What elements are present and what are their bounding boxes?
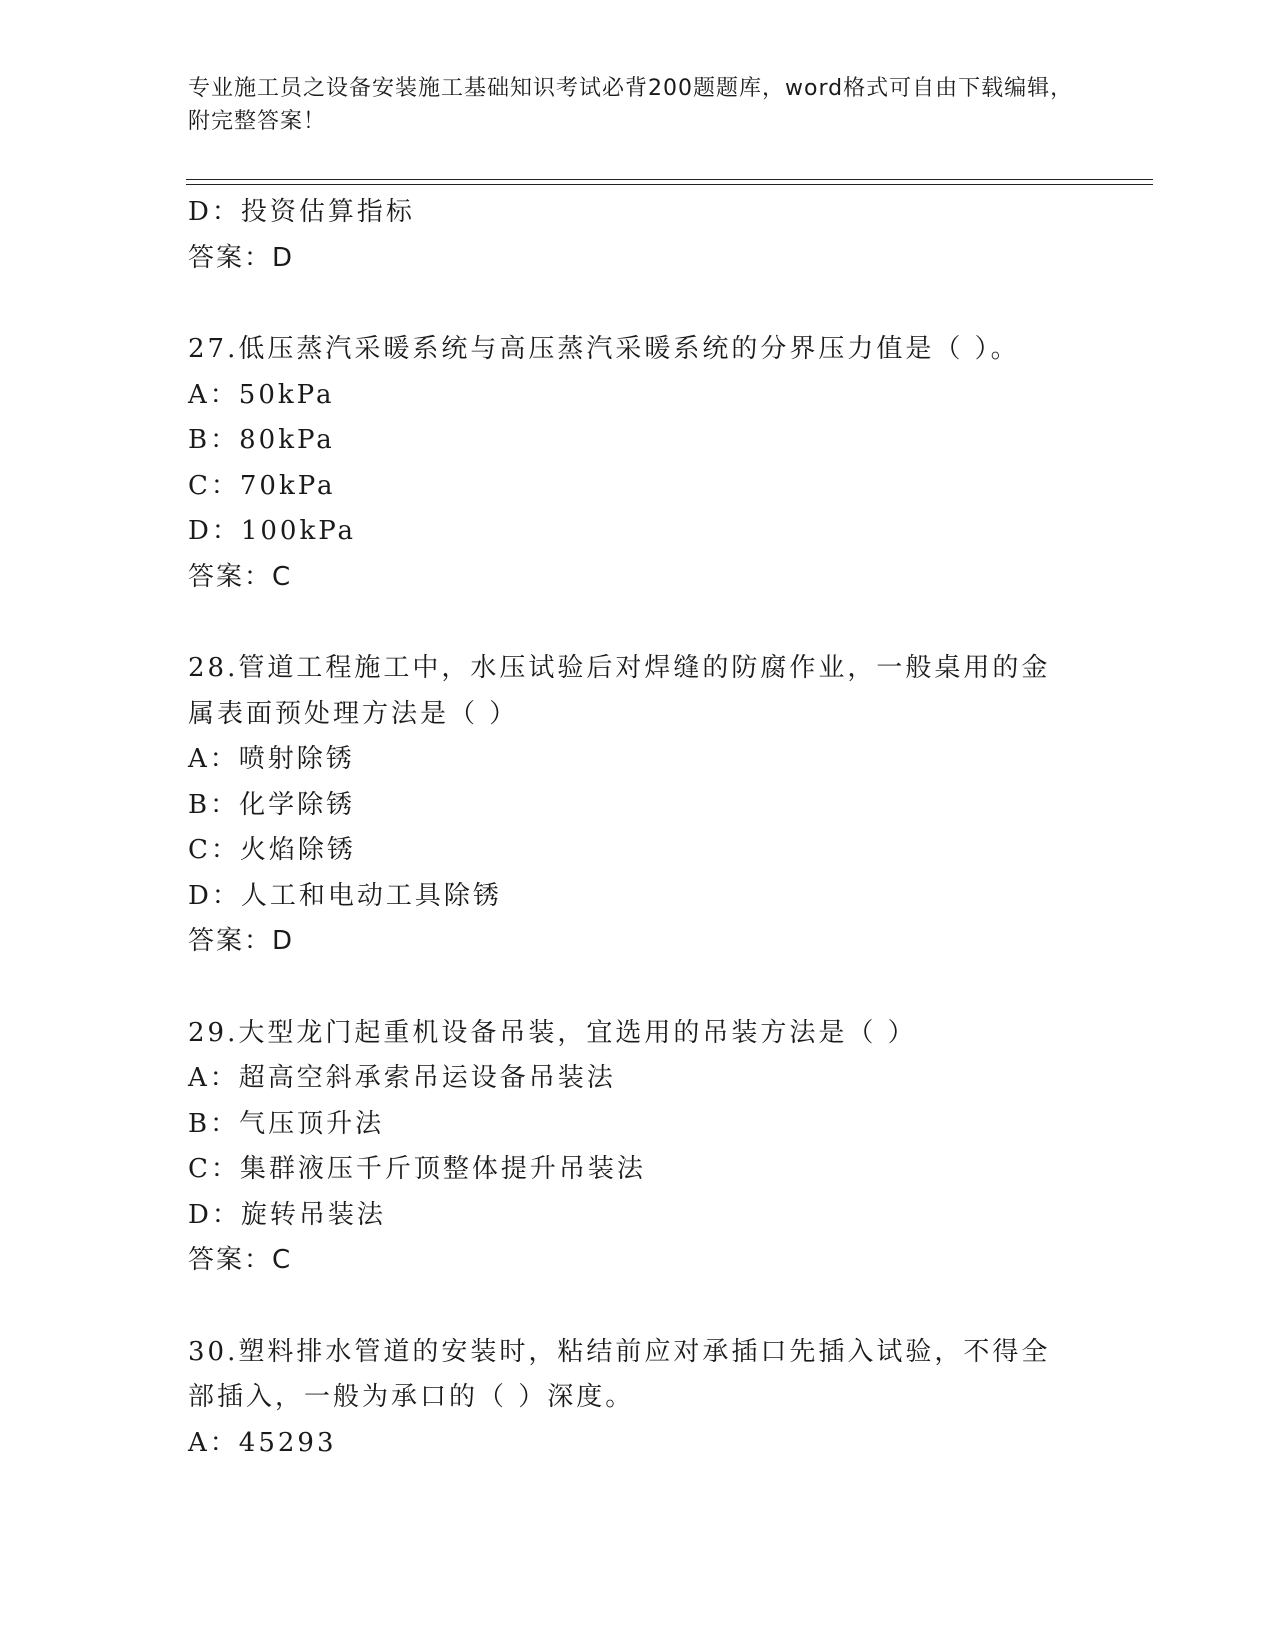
block-spacer (188, 965, 1078, 1011)
option-a: A：喷射除锈 (188, 744, 355, 774)
option-a: A：50kPa (188, 379, 335, 410)
option-b: B：气压顶升法 (188, 1108, 385, 1139)
header-rule-top (186, 179, 1153, 180)
question-block-26 (188, 190, 1078, 281)
option-d: D：人工和电动工具除锈 (188, 880, 502, 911)
option-d: D：100kPa (188, 516, 357, 546)
answer-line: 答案：D (188, 926, 295, 956)
block-spacer (188, 281, 1078, 327)
answer-line: 答案：D (188, 242, 295, 273)
option-d: D：投资估算指标 (188, 197, 415, 227)
question-list (188, 190, 1078, 1466)
option-b: B：化学除锈 (188, 789, 356, 820)
answer-line: 答案：C (188, 561, 293, 592)
question-block-28 (188, 646, 1078, 965)
answer-line: 答案：C (188, 1245, 293, 1275)
question-block-30 (188, 1330, 1078, 1467)
question-text: 28.管道工程施工中，水压试验后对焊缝的防腐作业，一般桌用的金属表面预处理方法是（ ） (188, 653, 1051, 729)
header-rule-bottom (186, 184, 1153, 185)
block-spacer (188, 600, 1078, 646)
option-b: B：80kPa (188, 425, 335, 455)
option-a: A：45293 (188, 1427, 337, 1458)
question-text: 30.塑料排水管道的安装时，粘结前应对承插口先插入试验，不得全部插入，一般为承口的（ ）深度。 (188, 1336, 1051, 1412)
block-spacer (188, 1284, 1078, 1330)
question-text: 29.大型龙门起重机设备吊装，宜选用的吊装方法是（ ） (188, 1017, 917, 1048)
question-block-27 (188, 327, 1078, 600)
option-d: D：旋转吊装法 (188, 1199, 386, 1230)
option-c: C：火焰除锈 (188, 835, 356, 865)
document-header: 专业施工员之设备安装施工基础知识考试必背200题题库，word格式可自由下载编辑，附完整答案！ (188, 76, 1074, 134)
option-c: C：集群液压千斤顶整体提升吊装法 (188, 1154, 646, 1184)
option-c: C：70kPa (188, 470, 336, 501)
option-a: A：超高空斜承索吊运设备吊装法 (188, 1063, 616, 1093)
question-block-29 (188, 1011, 1078, 1284)
question-text: 27.低压蒸汽采暖系统与高压蒸汽采暖系统的分界压力值是（ ）。 (188, 334, 1020, 364)
